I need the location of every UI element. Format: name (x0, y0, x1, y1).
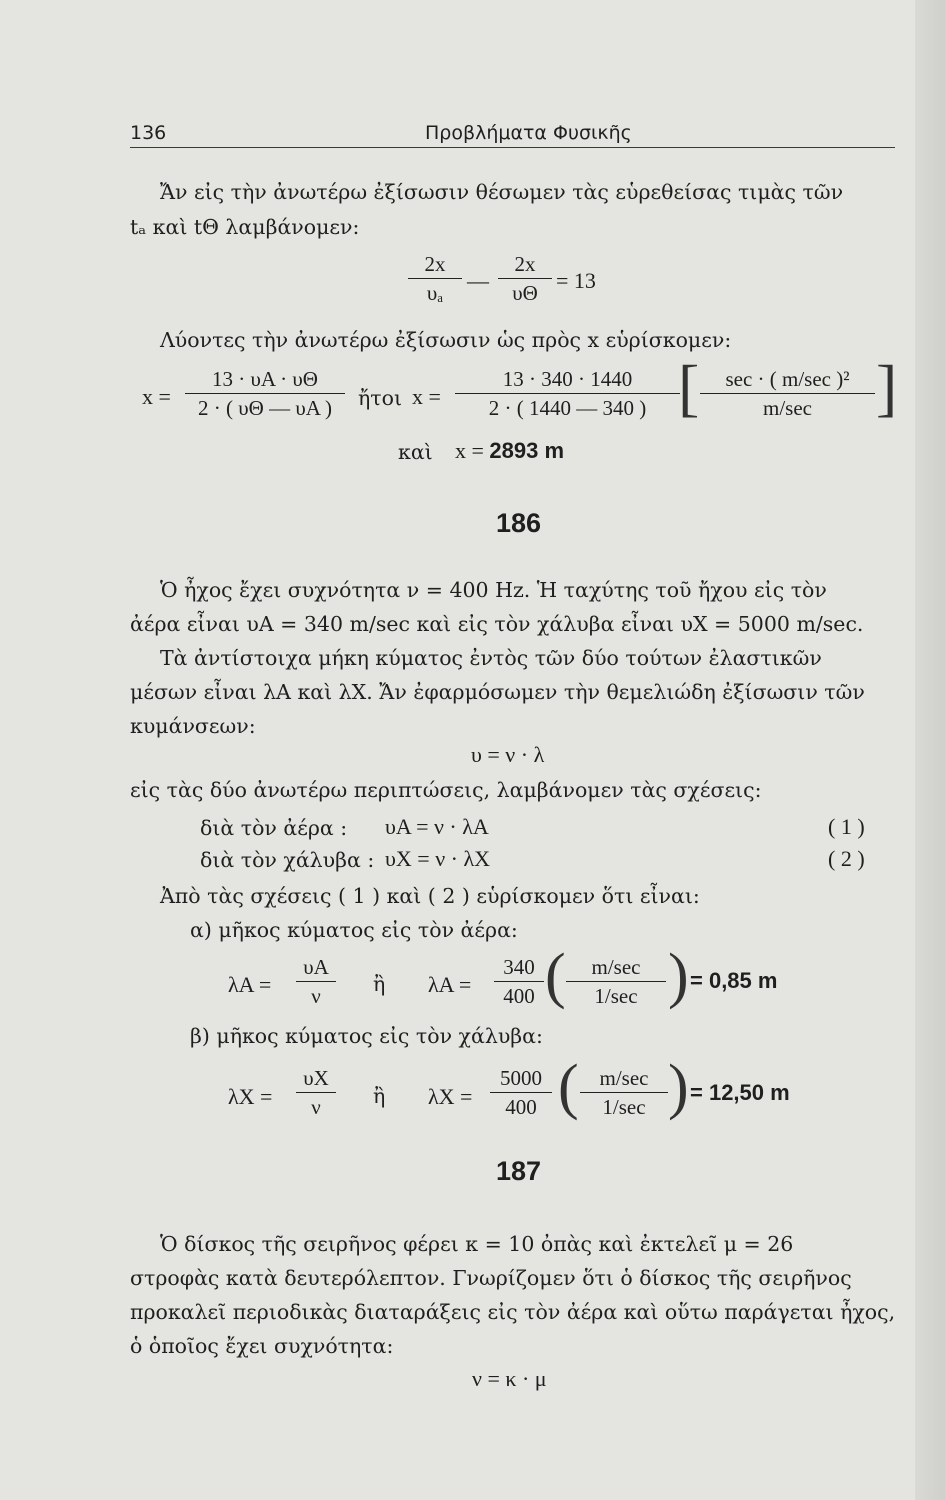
intro-line-2: tₐ καὶ tΘ λαμβάνομεν: (130, 215, 360, 239)
part-b-result: = 12,50 m (690, 1080, 790, 1105)
part-a-lhs: λA = (228, 972, 272, 997)
part-b-paren-right: ) (668, 1053, 689, 1121)
eq2-lhs-2: x = (412, 384, 441, 409)
eq1-minus: — (467, 268, 489, 293)
s187-line-4: ὁ ὁποῖος ἔχει συχνότητα: (130, 1334, 394, 1358)
part-b-lhs: λX = (228, 1084, 273, 1109)
relation-1-label: διὰ τὸν ἀέρα : (200, 816, 348, 840)
eq2-fraction: 13 · υA · υΘ 2 · ( υΘ — υA ) (185, 367, 345, 420)
eq3-word: καὶ (398, 440, 433, 464)
part-b-lhs-2: λX = (428, 1084, 473, 1109)
relation-2-tag: ( 2 ) (828, 846, 865, 871)
running-title: Προβλήματα Φυσικῆς (425, 122, 632, 144)
s187-line-3: προκαλεῖ περιοδικὰς διαταράξεις εἰς τὸν ἀέρα καὶ οὕτω παράγεται ἦχος, (130, 1300, 896, 1324)
eq2-lhs: x = (142, 384, 171, 409)
eq3-value: 2893 m (489, 438, 565, 463)
section-number-186: 186 (496, 508, 542, 538)
part-b-or: ἢ (373, 1084, 386, 1108)
s186-line-after: εἰς τὰς δύο ἀνωτέρω περιπτώσεις, λαμβάνομεν τὰς σχέσεις: (130, 778, 762, 802)
relation-1-expr: υA = ν · λA (385, 814, 489, 839)
eq2-word: ἤτοι (358, 386, 403, 410)
eq1-rhs: = 13 (556, 268, 596, 293)
s186-line-from: Ἀπὸ τὰς σχέσεις ( 1 ) καὶ ( 2 ) εὑρίσκομεν ὅτι εἶναι: (160, 884, 700, 908)
relation-1-tag: ( 1 ) (828, 814, 865, 839)
part-a-result: = 0,85 m (690, 968, 778, 993)
s186-line-5: κυμάνσεων: (130, 714, 256, 738)
part-b-unit-fraction: m/sec 1/sec (580, 1066, 668, 1119)
page-number: 136 (130, 122, 167, 144)
s187-line-2: στροφὰς κατὰ δευτερόλεπτον. Γνωρίζομεν ὅτι ὁ δίσκος τῆς σειρῆνος (130, 1266, 852, 1290)
eq3-expr: x = 2893 m (455, 438, 565, 463)
s186-line-2: ἀέρα εἶναι υA = 340 m/sec καὶ εἰς τὸν χάλυβα εἶναι υX = 5000 m/sec. (130, 612, 864, 636)
s186-line-4: μέσων εἶναι λA καὶ λX. Ἄν ἐφαρμόσωμεν τὴν θεμελιώδη ἐξίσωσιν τῶν (130, 680, 865, 704)
part-a-label: α) μῆκος κύματος εἰς τὸν ἀέρα: (190, 918, 518, 942)
header-rule (130, 147, 895, 148)
part-a-or: ἢ (373, 972, 386, 996)
part-a-paren-left: ( (545, 942, 566, 1010)
part-a-unit-fraction: m/sec 1/sec (566, 955, 666, 1008)
bracket-right: ] (876, 352, 898, 423)
s186-line-3: Τὰ ἀντίστοιχα μήκη κύματος ἐντὸς τῶν δύο τούτων ἐλαστικῶν (160, 646, 822, 670)
relation-2-label: διὰ τὸν χάλυβα : (200, 848, 375, 872)
s187-formula: ν = κ · μ (472, 1366, 547, 1391)
intro-line-1: Ἄν εἰς τὴν ἀνωτέρω ἐξίσωσιν θέσωμεν τὰς εὑρεθείσας τιμὰς τῶν (160, 180, 844, 204)
bracket-left: [ (678, 352, 700, 423)
part-b-paren-left: ( (558, 1053, 579, 1121)
part-a-fraction: υA ν (296, 955, 336, 1008)
s186-formula: υ = ν · λ (471, 742, 545, 767)
part-a-lhs-2: λA = (428, 972, 472, 997)
part-b-label: β) μῆκος κύματος εἰς τὸν χάλυβα: (190, 1024, 543, 1048)
eq2-unit-fraction: sec · ( m/sec )² m/sec (700, 367, 875, 420)
section-number-187: 187 (496, 1156, 542, 1186)
eq1-fraction-1: 2x υₐ (408, 252, 462, 305)
part-a-paren-right: ) (668, 942, 689, 1010)
relation-2-expr: υX = ν · λX (385, 846, 491, 871)
s187-line-1: Ὁ δίσκος τῆς σειρῆνος φέρει κ = 10 ὀπὰς καὶ ἐκτελεῖ μ = 26 (160, 1232, 794, 1256)
page-edge (915, 0, 945, 1500)
s186-line-1: Ὁ ἦχος ἔχει συχνότητα ν = 400 Hz. Ἡ ταχύτης τοῦ ἤχου εἰς τὸν (160, 578, 827, 602)
eq2-fraction-2: 13 · 340 · 1440 2 · ( 1440 — 340 ) (455, 367, 680, 420)
eq1-fraction-2: 2x υΘ (498, 252, 552, 305)
part-b-fraction: υX ν (296, 1066, 336, 1119)
intro-line-3: Λύοντες τὴν ἀνωτέρω ἐξίσωσιν ὡς πρὸς x εὑρίσκομεν: (160, 328, 732, 352)
part-b-fraction-2: 5000 400 (490, 1066, 552, 1119)
part-a-fraction-2: 340 400 (494, 955, 544, 1008)
